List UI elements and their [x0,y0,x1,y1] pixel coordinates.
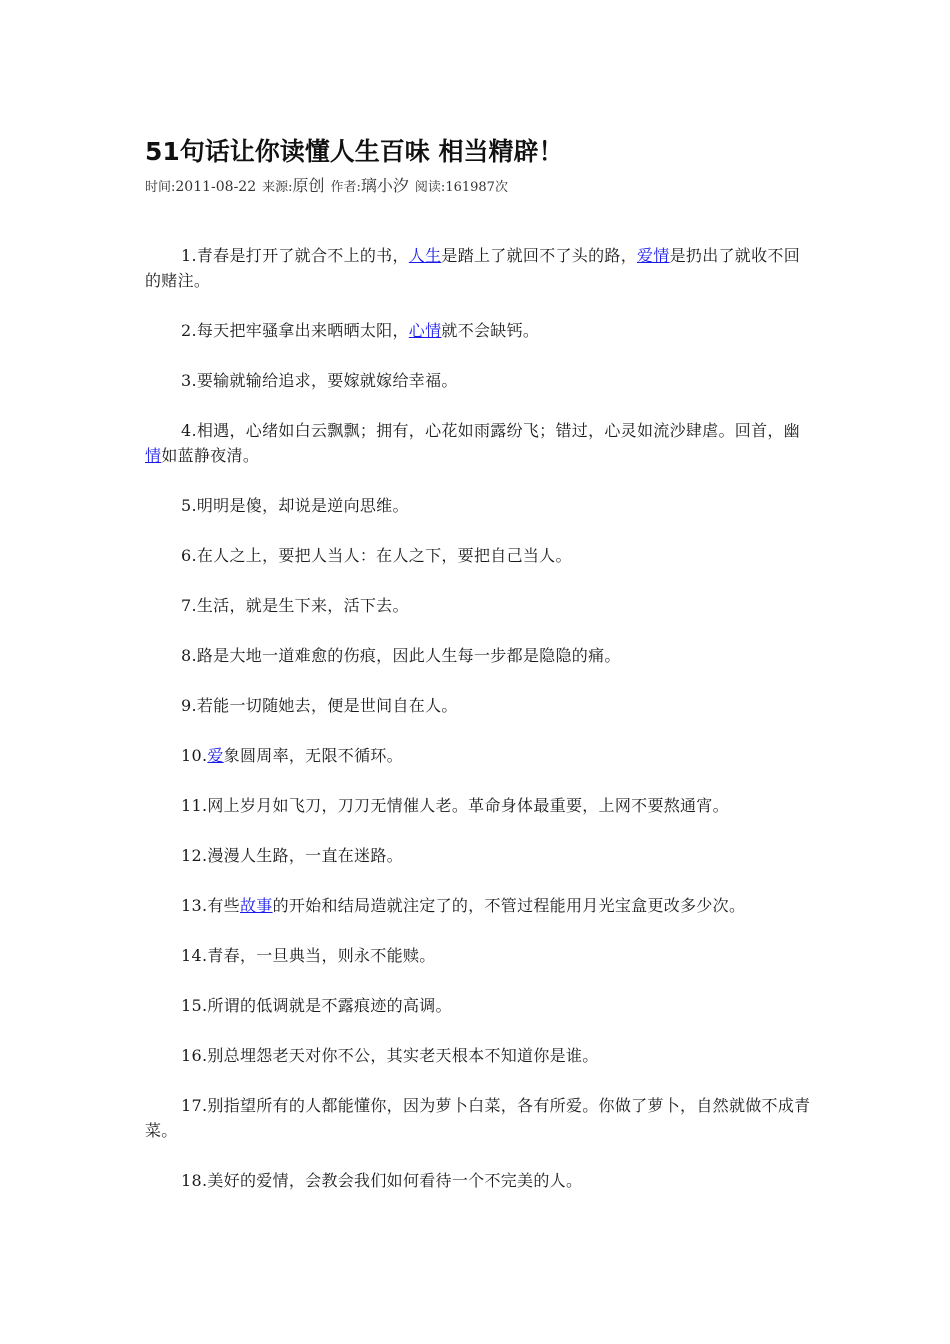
paragraph [145,1043,813,1068]
paragraph [145,743,813,768]
paragraph [145,893,813,918]
paragraph-text: 象圆周率，无限不循环。 [223,746,403,765]
paragraph [145,318,813,343]
paragraph-text: 9.若能一切随她去，便是世间自在人。 [181,696,458,715]
paragraph-text: 10. [181,746,208,765]
paragraph [145,493,813,518]
paragraph-text: 如蓝静夜清。 [161,446,260,465]
paragraph [145,943,813,968]
article-meta [145,176,813,198]
paragraph [145,1168,813,1193]
keyword-link[interactable]: 爱情 [637,246,670,265]
keyword-link[interactable]: 故事 [239,896,273,915]
source-label: 来源: [262,180,293,195]
article [145,134,813,1218]
paragraph-text: 4.相遇，心绪如白云飘飘；拥有，心花如雨露纷飞；错过，心灵如流沙肆虐。回首，幽 [181,421,800,440]
paragraph [145,643,813,668]
paragraph-text: 14.青春，一旦典当，则永不能赎。 [181,946,436,965]
paragraph-text: 18.美好的爱情，会教会我们如何看待一个不完美的人。 [181,1171,583,1190]
author-label: 作者: [330,180,361,195]
paragraph [145,1093,813,1143]
keyword-link[interactable]: 心情 [408,321,442,340]
paragraph [145,543,813,568]
paragraph-text: 就不会缺钙。 [441,321,540,340]
paragraph [145,368,813,393]
paragraph [145,793,813,818]
paragraph-text: 5.明明是傻，却说是逆向思维。 [181,496,409,515]
paragraph-text: 17.别指望所有的人都能懂你，因为萝卜白菜，各有所爱。你做了萝卜，自然就做不成青菜。 [145,1096,811,1140]
paragraph [145,693,813,718]
paragraph [145,843,813,868]
keyword-link[interactable]: 情 [145,446,162,465]
source-value: 原创 [292,176,325,195]
reads-label: 阅读: [414,180,446,195]
paragraph-text: 的开始和结局造就注定了的，不管过程能用月光宝盒更改多少次。 [272,896,746,915]
paragraph [145,993,813,1018]
article-content [145,243,813,1193]
paragraph-text: 8.路是大地一道难愈的伤痕，因此人生每一步都是隐隐的痛。 [181,646,621,665]
paragraph-text: 2.每天把牢骚拿出来晒晒太阳， [181,321,409,340]
paragraph-text: 15.所谓的低调就是不露痕迹的高调。 [181,996,452,1015]
paragraph-text: 11.网上岁月如飞刀，刀刀无情催人老。革命身体最重要，上网不要熬通宵。 [181,796,729,815]
author-value: 璃小汐 [360,176,409,195]
paragraph-text: 是踏上了就回不了头的路， [441,246,637,265]
paragraph-text: 12.漫漫人生路，一直在迷路。 [181,846,403,865]
paragraph-text: 6.在人之上，要把人当人：在人之下，要把自己当人。 [181,546,572,565]
paragraph [145,593,813,618]
paragraph-text: 13.有些 [181,896,240,915]
paragraph-text: 是扔出了就收不回的赌注。 [145,246,801,290]
paragraph [145,243,813,293]
paragraph-text: 3.要输就输给追求，要嫁就嫁给幸福。 [181,371,458,390]
paragraph-text: 1.青春是打开了就合不上的书， [181,246,409,265]
time-value: 2011-08-22 [175,179,257,195]
reads-value: 161987 [445,180,495,195]
reads-unit: 次 [494,180,508,195]
paragraph-text: 16.别总埋怨老天对你不公，其实老天根本不知道你是谁。 [181,1046,599,1065]
paragraph-text: 7.生活，就是生下来，活下去。 [181,596,409,615]
article-title: 51句话让你读懂人生百味 相当精辟！ [145,137,564,166]
keyword-link[interactable]: 人生 [408,246,442,265]
time-label: 时间: [145,180,176,195]
keyword-link[interactable]: 爱 [207,746,224,765]
paragraph [145,418,813,468]
